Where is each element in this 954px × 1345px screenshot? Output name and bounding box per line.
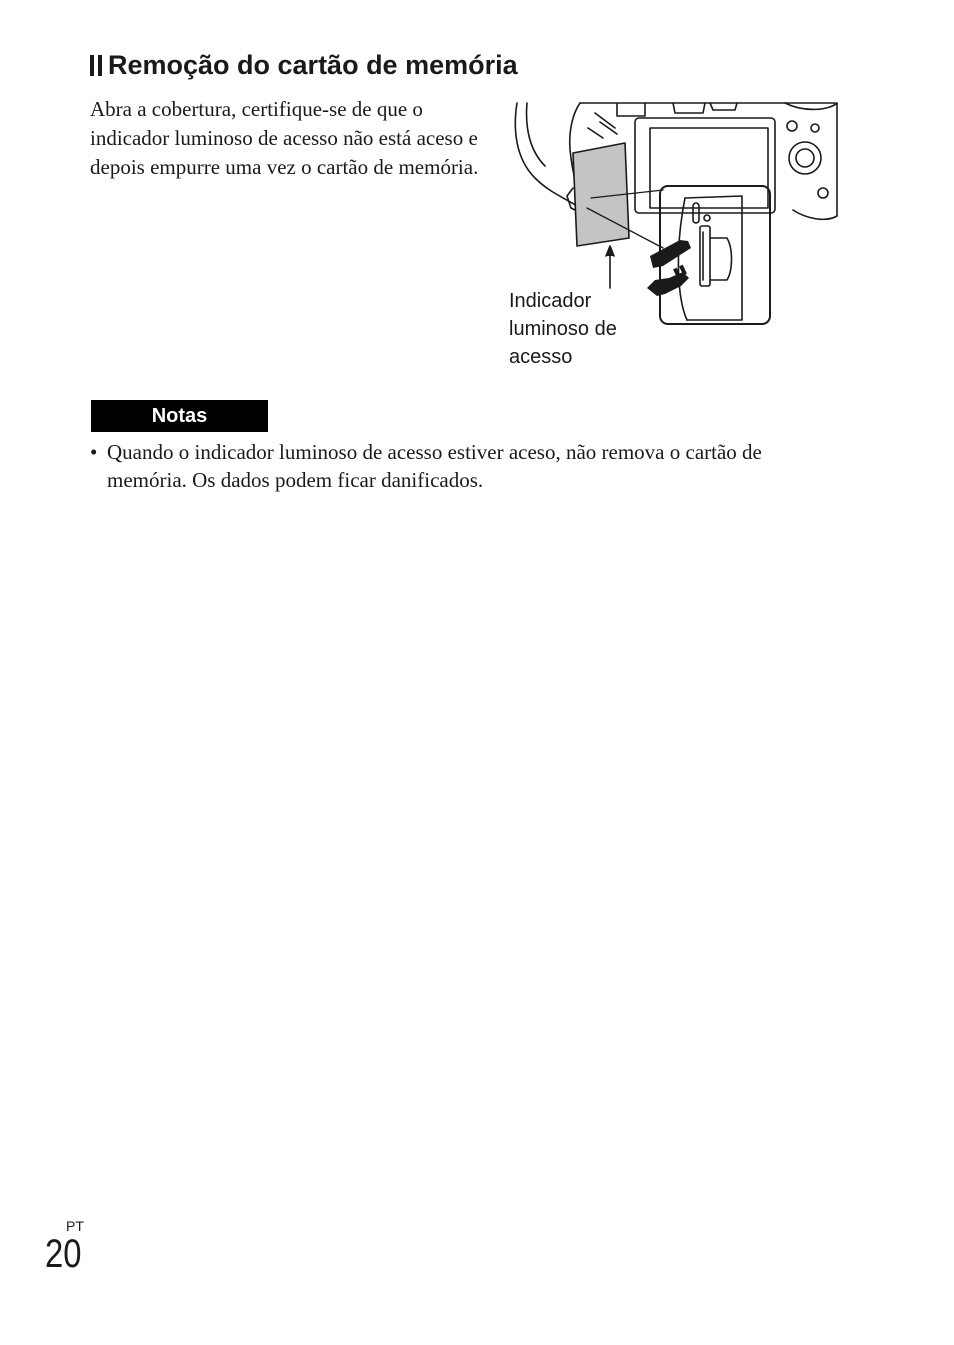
bullet-icon: • [90,440,98,464]
section-title: Remoção do cartão de memória [108,50,518,80]
page-language-code: PT [66,1218,84,1234]
push-arrows-icon [647,240,691,296]
heading-marker-icon [90,55,102,76]
note-text: Quando o indicador luminoso de acesso estiver aceso, não remova o cartão de memória. Os dados podem ficar danificados. [107,440,762,492]
notes-badge: Notas [91,400,268,432]
page-number: 20 [45,1232,82,1276]
note-item [90,438,830,494]
callout-line: Indicador [509,290,592,312]
camera-body-icon [515,103,837,220]
callout-line: acesso [509,346,573,368]
section-heading [90,48,518,82]
callout-line: luminoso de [509,318,617,340]
notes-list [90,438,830,494]
indicator-pointer-arrow [606,246,614,288]
access-lamp-callout [509,287,617,371]
instruction-text: Abra a cobertura, certifique-se de que o indicador luminoso de acesso não está aceso e depois empurre uma vez o cartão de memória. [90,97,479,179]
